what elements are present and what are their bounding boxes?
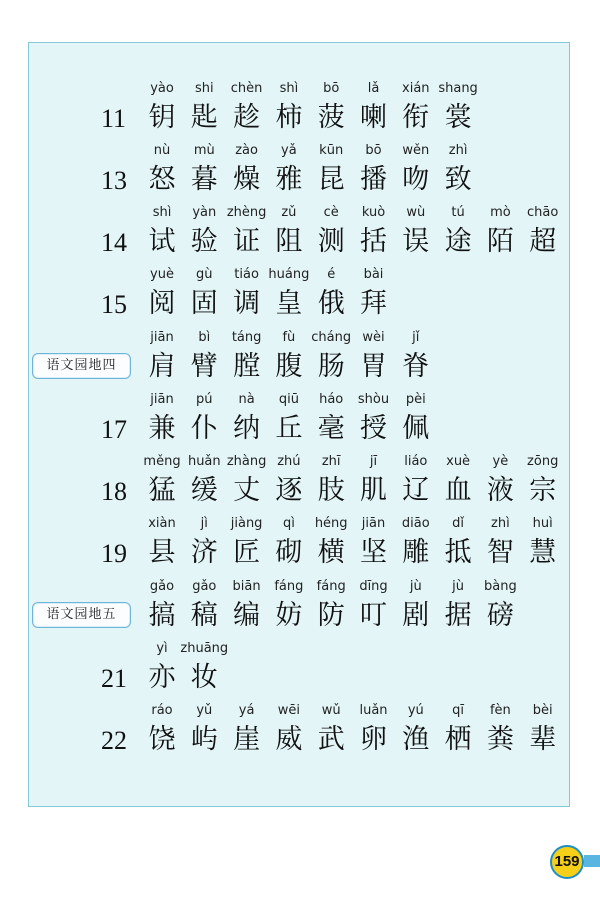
pinyin: jiān: [361, 516, 386, 531]
hanzi: 妆: [190, 662, 218, 693]
hanzi: 喇: [360, 102, 387, 133]
pinyin: zhī: [321, 454, 341, 469]
lesson-number: 13: [101, 166, 127, 195]
character-cell: [518, 516, 568, 570]
hanzi: 搞: [148, 600, 176, 631]
lesson-row: [29, 267, 569, 327]
pinyin: pèi: [405, 392, 426, 407]
lesson-row: [29, 392, 569, 452]
hanzi: 超: [529, 226, 557, 257]
hanzi: 辽: [402, 475, 430, 506]
pinyin: yá: [238, 703, 255, 718]
pinyin: zhèng: [226, 205, 267, 220]
pinyin: chāo: [527, 205, 559, 220]
pinyin: huì: [532, 516, 553, 531]
hanzi: 丘: [275, 413, 303, 444]
lesson-row: [29, 579, 569, 639]
lesson-row: [29, 516, 569, 576]
pinyin: gǎo: [192, 579, 217, 594]
pinyin: wù: [406, 205, 426, 220]
pinyin: qiū: [278, 392, 299, 407]
hanzi: 纳: [233, 413, 261, 444]
pinyin: wèi: [362, 330, 385, 345]
hanzi: 菠: [317, 102, 345, 133]
hanzi: 慧: [529, 537, 557, 568]
pinyin: ráo: [151, 703, 173, 718]
pinyin: biān: [232, 579, 261, 594]
pinyin: kūn: [319, 143, 344, 158]
hanzi: 砌: [275, 537, 303, 568]
character-cell: [391, 330, 441, 384]
pinyin: mù: [193, 143, 215, 158]
character-cell: [391, 392, 441, 446]
hanzi: 缓: [190, 475, 218, 506]
pinyin: jī: [369, 454, 378, 469]
pinyin: huáng: [268, 267, 310, 282]
hanzi: 济: [190, 537, 218, 568]
hanzi: 屿: [190, 724, 218, 755]
pinyin: fáng: [274, 579, 304, 594]
pinyin: bì: [198, 330, 211, 345]
pinyin: xián: [402, 81, 430, 96]
hanzi: 燥: [233, 164, 261, 195]
lesson-row: [29, 143, 569, 203]
hanzi: 柿: [275, 102, 303, 133]
hanzi: 钥: [148, 102, 176, 133]
hanzi: 兼: [148, 413, 176, 444]
pinyin: bàng: [484, 579, 517, 594]
hanzi: 粪: [486, 724, 514, 755]
hanzi: 匠: [233, 537, 261, 568]
hanzi: 吻: [402, 164, 430, 195]
pinyin: shi: [194, 81, 214, 96]
hanzi: 威: [275, 724, 303, 755]
hanzi: 测: [317, 226, 345, 257]
hanzi: 调: [233, 288, 261, 319]
lesson-row: [29, 205, 569, 265]
hanzi: 证: [233, 226, 261, 257]
pinyin: zhàng: [226, 454, 267, 469]
pinyin: chèn: [230, 81, 263, 96]
hanzi: 匙: [190, 102, 218, 133]
character-cell: [475, 579, 525, 633]
pinyin: fáng: [316, 579, 346, 594]
pinyin: yuè: [150, 267, 174, 282]
hanzi: 阅: [148, 288, 176, 319]
lesson-number: 15: [101, 290, 127, 319]
pinyin: jù: [452, 579, 465, 594]
hanzi: 拜: [360, 288, 387, 319]
pinyin: é: [327, 267, 336, 282]
hanzi: 饶: [148, 724, 176, 755]
pinyin: yì: [156, 641, 168, 656]
pinyin: bō: [365, 143, 382, 158]
pinyin: nà: [238, 392, 255, 407]
pinyin: luǎn: [359, 703, 388, 718]
pinyin: měng: [143, 454, 181, 469]
pinyin: liáo: [404, 454, 428, 469]
hanzi: 致: [444, 164, 472, 195]
lesson-row: [29, 81, 569, 141]
pinyin: yú: [407, 703, 424, 718]
pinyin: jiàng: [230, 516, 263, 531]
pinyin: zōng: [527, 454, 559, 469]
hanzi: 括: [360, 226, 387, 257]
pinyin: bèi: [532, 703, 553, 718]
hanzi: 渔: [402, 724, 430, 755]
hanzi: 怒: [148, 164, 176, 195]
hanzi: 磅: [486, 600, 514, 631]
pinyin: zhì: [448, 143, 468, 158]
pinyin: diāo: [401, 516, 430, 531]
page-number: 159: [550, 845, 584, 879]
hanzi: 武: [317, 724, 345, 755]
hanzi: 胃: [360, 351, 387, 382]
hanzi: 辈: [529, 724, 557, 755]
lesson-number: 21: [101, 664, 127, 693]
hanzi: 毫: [317, 413, 345, 444]
pinyin: huǎn: [187, 454, 221, 469]
hanzi: 血: [444, 475, 472, 506]
hanzi: 卵: [360, 724, 387, 755]
pinyin: qī: [452, 703, 465, 718]
pinyin: shì: [152, 205, 172, 220]
pinyin: tú: [451, 205, 465, 220]
pinyin: pú: [196, 392, 213, 407]
hanzi: 肠: [317, 351, 345, 382]
hanzi: 宗: [529, 475, 557, 506]
hanzi: 腹: [275, 351, 303, 382]
character-cell: [518, 703, 568, 757]
pinyin: cè: [323, 205, 339, 220]
hanzi: 俄: [317, 288, 345, 319]
pinyin: bō: [323, 81, 340, 96]
pinyin: lǎ: [367, 81, 380, 96]
pinyin: nù: [153, 143, 171, 158]
character-cell: [518, 454, 568, 508]
hanzi: 陌: [486, 226, 514, 257]
pinyin: gǎo: [149, 579, 175, 594]
lesson-number: 18: [101, 477, 127, 506]
pinyin: qì: [282, 516, 295, 531]
character-cell: [433, 81, 483, 135]
hanzi: 液: [486, 475, 514, 506]
hanzi: 横: [317, 537, 345, 568]
pinyin: fèn: [489, 703, 511, 718]
lesson-row: [29, 703, 569, 763]
pinyin: zhì: [491, 516, 510, 531]
hanzi: 亦: [148, 662, 176, 693]
page-tab-marker: [584, 855, 600, 867]
hanzi: 坚: [360, 537, 387, 568]
hanzi: 脊: [402, 351, 430, 382]
character-cell: [349, 267, 399, 321]
hanzi: 肌: [360, 475, 387, 506]
hanzi: 崖: [233, 724, 261, 755]
pinyin: zǔ: [281, 205, 297, 220]
character-cell: [518, 205, 568, 259]
section-badge: 语文园地四: [32, 353, 131, 379]
hanzi: 稿: [190, 600, 218, 631]
hanzi: 仆: [190, 413, 218, 444]
hanzi: 膛: [233, 351, 261, 382]
pinyin: jù: [409, 579, 422, 594]
pinyin: shì: [279, 81, 299, 96]
hanzi: 雅: [275, 164, 303, 195]
hanzi: 肢: [317, 475, 345, 506]
pinyin: kuò: [361, 205, 386, 220]
pinyin: xiàn: [148, 516, 176, 531]
pinyin: wēi: [277, 703, 301, 718]
lesson-number: 17: [101, 415, 127, 444]
lesson-number: 19: [101, 539, 127, 568]
hanzi: 猛: [148, 475, 176, 506]
pinyin: cháng: [311, 330, 352, 345]
hanzi: 验: [190, 226, 218, 257]
hanzi: 佩: [402, 413, 430, 444]
hanzi: 播: [360, 164, 387, 195]
pinyin: háo: [319, 392, 344, 407]
hanzi: 智: [486, 537, 514, 568]
pinyin: jiān: [150, 330, 174, 345]
lesson-row: [29, 641, 569, 701]
hanzi: 丈: [233, 475, 261, 506]
pinyin: wǔ: [321, 703, 341, 718]
hanzi: 雕: [402, 537, 430, 568]
hanzi: 授: [360, 413, 387, 444]
character-list-panel: [28, 42, 570, 807]
hanzi: 阻: [275, 226, 303, 257]
pinyin: táng: [231, 330, 262, 345]
pinyin: jiān: [150, 392, 174, 407]
pinyin: gù: [196, 267, 213, 282]
hanzi: 肩: [148, 351, 176, 382]
hanzi: 编: [233, 600, 261, 631]
hanzi: 试: [148, 226, 176, 257]
pinyin: yào: [150, 81, 174, 96]
hanzi: 趁: [233, 102, 261, 133]
pinyin: jǐ: [412, 330, 420, 345]
hanzi: 逐: [275, 475, 303, 506]
hanzi: 妨: [275, 600, 303, 631]
hanzi: 抵: [444, 537, 472, 568]
pinyin: shang: [438, 81, 478, 96]
pinyin: yàn: [192, 205, 217, 220]
hanzi: 途: [444, 226, 472, 257]
hanzi: 栖: [444, 724, 472, 755]
pinyin: tiáo: [234, 267, 259, 282]
hanzi: 裳: [444, 102, 472, 133]
hanzi: 昆: [317, 164, 345, 195]
lesson-row: [29, 454, 569, 514]
hanzi: 衔: [402, 102, 430, 133]
pinyin: yǔ: [196, 703, 213, 718]
section-badge: 语文园地五: [32, 602, 131, 628]
hanzi: 防: [317, 600, 345, 631]
pinyin: fù: [282, 330, 296, 345]
pinyin: yǎ: [281, 143, 297, 158]
pinyin: wěn: [402, 143, 430, 158]
hanzi: 暮: [190, 164, 218, 195]
pinyin: héng: [314, 516, 348, 531]
hanzi: 剧: [402, 600, 430, 631]
pinyin: shòu: [357, 392, 390, 407]
pinyin: xuè: [446, 454, 471, 469]
hanzi: 皇: [275, 288, 303, 319]
pinyin: jì: [200, 516, 208, 531]
character-cell: [179, 641, 229, 695]
pinyin: dǐ: [452, 516, 465, 531]
hanzi: 误: [402, 226, 430, 257]
hanzi: 据: [444, 600, 472, 631]
hanzi: 县: [148, 537, 176, 568]
pinyin: mò: [490, 205, 511, 220]
lesson-number: 22: [101, 726, 127, 755]
pinyin: dīng: [359, 579, 388, 594]
pinyin: zhú: [277, 454, 301, 469]
pinyin: bài: [363, 267, 384, 282]
hanzi: 固: [190, 288, 218, 319]
hanzi: 臂: [190, 351, 218, 382]
pinyin: yè: [492, 454, 509, 469]
lesson-number: 11: [101, 104, 127, 133]
pinyin: zào: [235, 143, 258, 158]
lesson-number: 14: [101, 228, 127, 257]
character-cell: [433, 143, 483, 197]
hanzi: 叮: [360, 600, 387, 631]
pinyin: zhuāng: [180, 641, 229, 656]
lesson-row: [29, 330, 569, 390]
